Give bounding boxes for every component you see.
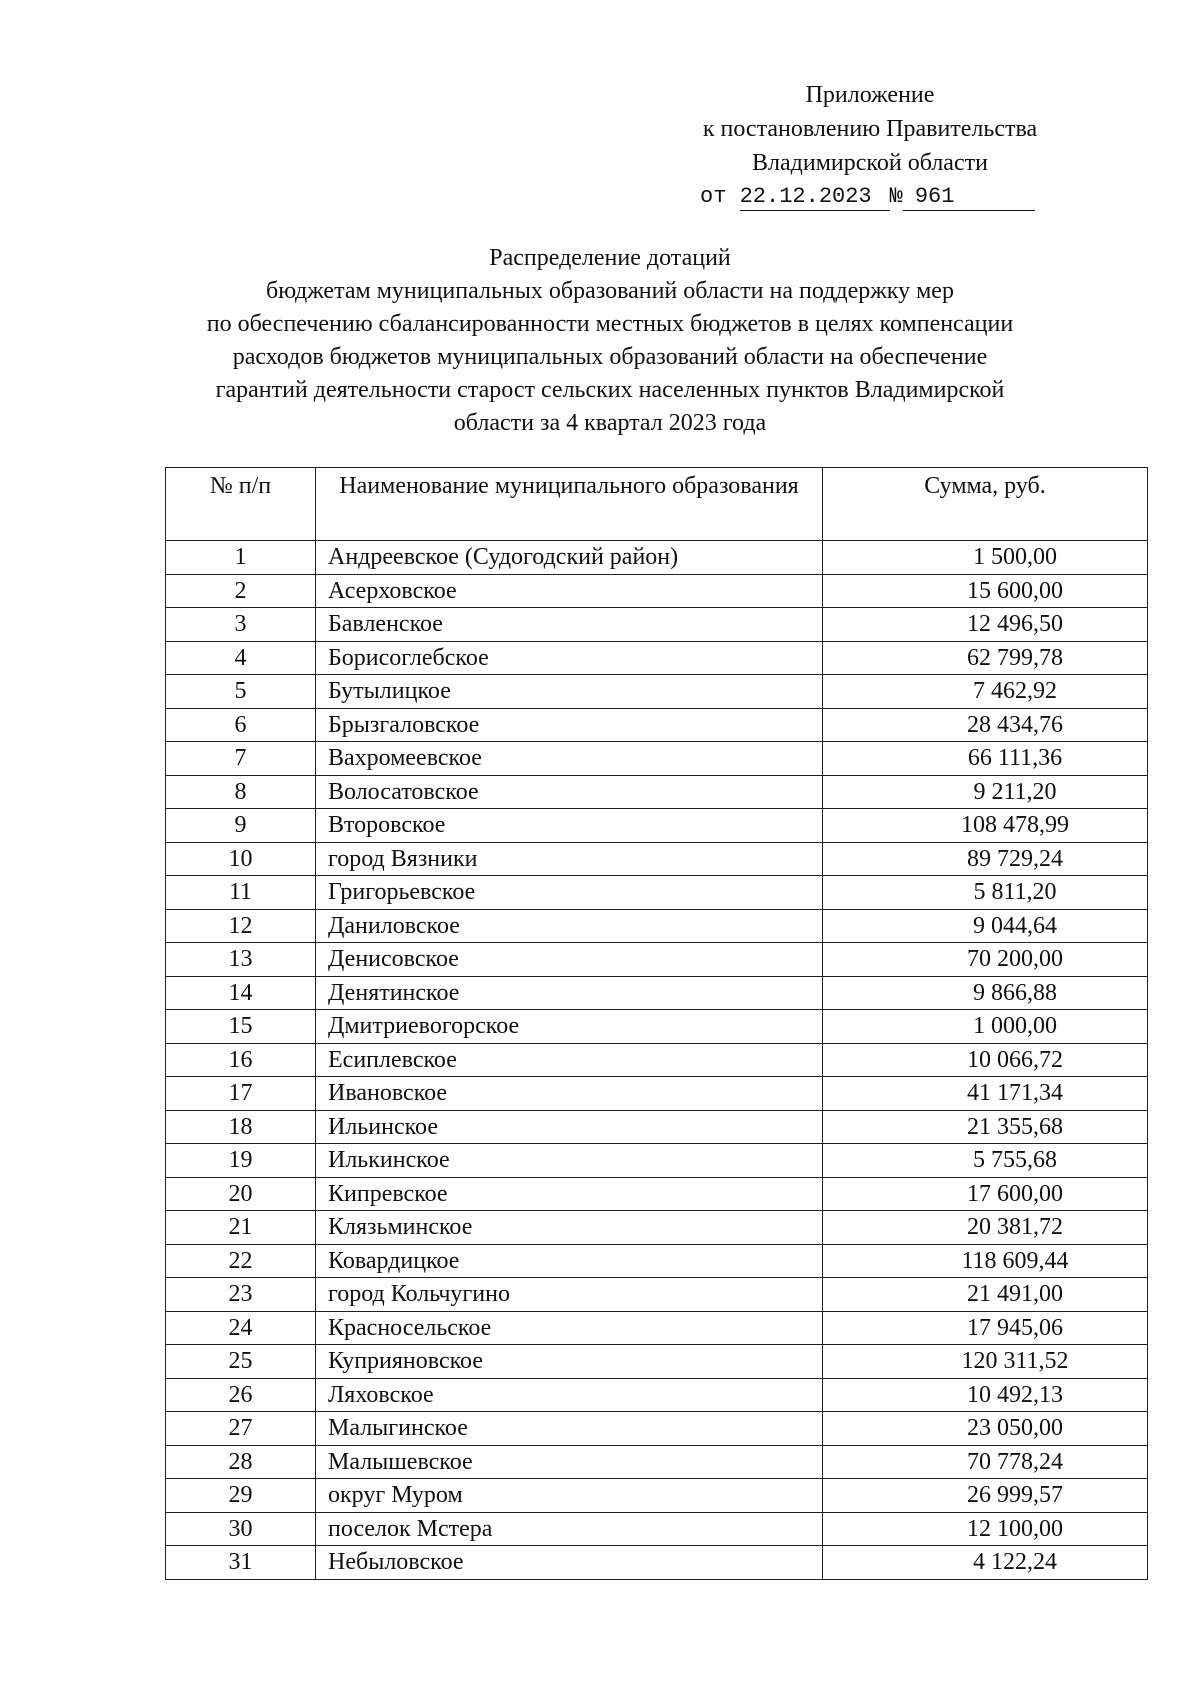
row-municipality-name: Волосатовское: [316, 775, 823, 809]
table-row: [166, 1211, 1148, 1245]
row-sum: 70 200,00: [823, 943, 1148, 977]
row-municipality-name: Денятинское: [316, 976, 823, 1010]
row-sum: 5 755,68: [823, 1144, 1148, 1178]
table-row: [166, 1077, 1148, 1111]
table-row: [166, 574, 1148, 608]
row-sum: 108 478,99: [823, 809, 1148, 843]
row-municipality-name: Дмитриевогорское: [316, 1010, 823, 1044]
row-number: 29: [166, 1479, 316, 1513]
table-row: [166, 1144, 1148, 1178]
decree-date: 22.12.2023: [740, 184, 890, 211]
row-sum: 1 000,00: [823, 1010, 1148, 1044]
row-number: 19: [166, 1144, 316, 1178]
row-sum: 12 496,50: [823, 608, 1148, 642]
row-municipality-name: город Кольчугино: [316, 1278, 823, 1312]
table-row: [166, 1378, 1148, 1412]
title-line: Распределение дотаций: [489, 245, 731, 271]
row-municipality-name: Вахромеевское: [316, 742, 823, 776]
title-line: по обеспечению сбалансированности местных бюджетов в целях компенсации: [206, 311, 1014, 337]
row-municipality-name: Малыгинское: [316, 1412, 823, 1446]
row-number: 5: [166, 675, 316, 709]
row-municipality-name: Илькинское: [316, 1144, 823, 1178]
row-municipality-name: Борисоглебское: [316, 641, 823, 675]
row-number: 20: [166, 1177, 316, 1211]
row-number: 12: [166, 909, 316, 943]
table-row: [166, 608, 1148, 642]
appendix-region: Владимирской области: [752, 150, 988, 176]
decree-number-label: №: [889, 184, 903, 209]
row-sum: 118 609,44: [823, 1244, 1148, 1278]
row-number: 8: [166, 775, 316, 809]
row-sum: 41 171,34: [823, 1077, 1148, 1111]
row-number: 25: [166, 1345, 316, 1379]
row-number: 11: [166, 876, 316, 910]
row-sum: 7 462,92: [823, 675, 1148, 709]
table-row: [166, 641, 1148, 675]
row-number: 15: [166, 1010, 316, 1044]
row-sum: 89 729,24: [823, 842, 1148, 876]
row-sum: 66 111,36: [823, 742, 1148, 776]
distribution-table: [165, 467, 1148, 1580]
table-row: [166, 1412, 1148, 1446]
row-number: 16: [166, 1043, 316, 1077]
row-sum: 9 044,64: [823, 909, 1148, 943]
row-number: 7: [166, 742, 316, 776]
row-sum: 21 355,68: [823, 1110, 1148, 1144]
row-municipality-name: Красносельское: [316, 1311, 823, 1345]
row-municipality-name: Денисовское: [316, 943, 823, 977]
row-number: 21: [166, 1211, 316, 1245]
row-municipality-name: поселок Мстера: [316, 1512, 823, 1546]
table-row: [166, 1177, 1148, 1211]
table-header-row: [166, 468, 1148, 541]
row-municipality-name: Даниловское: [316, 909, 823, 943]
row-number: 22: [166, 1244, 316, 1278]
row-sum: 21 491,00: [823, 1278, 1148, 1312]
row-sum: 70 778,24: [823, 1445, 1148, 1479]
decree-date-number: [700, 180, 1100, 214]
row-sum: 9 866,88: [823, 976, 1148, 1010]
table-row: [166, 909, 1148, 943]
row-sum: 23 050,00: [823, 1412, 1148, 1446]
table-row: [166, 742, 1148, 776]
table-row: [166, 1546, 1148, 1580]
row-municipality-name: Андреевское (Судогодский район): [316, 541, 823, 575]
row-number: 26: [166, 1378, 316, 1412]
table-row: [166, 775, 1148, 809]
row-number: 3: [166, 608, 316, 642]
header-sum: Сумма, руб.: [823, 468, 1148, 541]
title-line: бюджетам муниципальных образований области на поддержку мер: [266, 278, 954, 304]
row-municipality-name: Второвское: [316, 809, 823, 843]
table-row: [166, 541, 1148, 575]
header-number: № п/п: [166, 468, 316, 541]
table-row: [166, 1311, 1148, 1345]
row-municipality-name: Григорьевское: [316, 876, 823, 910]
row-sum: 62 799,78: [823, 641, 1148, 675]
header-municipality-name: Наименование муниципального образования: [316, 468, 823, 541]
table-row: [166, 1043, 1148, 1077]
row-number: 14: [166, 976, 316, 1010]
row-number: 2: [166, 574, 316, 608]
row-municipality-name: Бавленское: [316, 608, 823, 642]
appendix-decree-ref: к постановлению Правительства: [702, 116, 1038, 142]
row-number: 1: [166, 541, 316, 575]
row-number: 27: [166, 1412, 316, 1446]
title-line: расходов бюджетов муниципальных образований области на обеспечение: [232, 344, 988, 370]
row-municipality-name: Клязьминское: [316, 1211, 823, 1245]
title-line: гарантий деятельности старост сельских населенных пунктов Владимирской: [215, 377, 1005, 403]
table-row: [166, 976, 1148, 1010]
row-municipality-name: Куприяновское: [316, 1345, 823, 1379]
row-number: 24: [166, 1311, 316, 1345]
appendix-header: [640, 78, 1100, 214]
table-row: [166, 943, 1148, 977]
row-sum: 10 492,13: [823, 1378, 1148, 1412]
table-body: [166, 541, 1148, 1580]
row-number: 10: [166, 842, 316, 876]
row-municipality-name: Асерховское: [316, 574, 823, 608]
row-sum: 26 999,57: [823, 1479, 1148, 1513]
row-sum: 120 311,52: [823, 1345, 1148, 1379]
row-municipality-name: Кипревское: [316, 1177, 823, 1211]
row-number: 31: [166, 1546, 316, 1580]
row-municipality-name: Ковардицкое: [316, 1244, 823, 1278]
row-sum: 28 434,76: [823, 708, 1148, 742]
row-municipality-name: Есиплевское: [316, 1043, 823, 1077]
row-number: 6: [166, 708, 316, 742]
decree-from-label: от: [700, 184, 727, 209]
table-row: [166, 842, 1148, 876]
row-municipality-name: Малышевское: [316, 1445, 823, 1479]
row-sum: 12 100,00: [823, 1512, 1148, 1546]
row-number: 4: [166, 641, 316, 675]
row-number: 28: [166, 1445, 316, 1479]
row-municipality-name: Ляховское: [316, 1378, 823, 1412]
row-municipality-name: Ильинское: [316, 1110, 823, 1144]
row-number: 30: [166, 1512, 316, 1546]
table-row: [166, 1445, 1148, 1479]
row-sum: 10 066,72: [823, 1043, 1148, 1077]
row-number: 23: [166, 1278, 316, 1312]
decree-number: 961: [903, 184, 1035, 211]
table-row: [166, 1345, 1148, 1379]
row-municipality-name: Небыловское: [316, 1546, 823, 1580]
row-sum: 4 122,24: [823, 1546, 1148, 1580]
row-municipality-name: Ивановское: [316, 1077, 823, 1111]
table-row: [166, 708, 1148, 742]
table-row: [166, 1244, 1148, 1278]
row-sum: 17 600,00: [823, 1177, 1148, 1211]
row-number: 13: [166, 943, 316, 977]
table-row: [166, 809, 1148, 843]
title-line: области за 4 квартал 2023 года: [453, 410, 767, 436]
document-title: [120, 242, 1100, 440]
row-municipality-name: Бутылицкое: [316, 675, 823, 709]
table-row: [166, 1010, 1148, 1044]
table-row: [166, 1110, 1148, 1144]
table-row: [166, 1278, 1148, 1312]
row-sum: 17 945,06: [823, 1311, 1148, 1345]
row-sum: 20 381,72: [823, 1211, 1148, 1245]
table-row: [166, 675, 1148, 709]
table-row: [166, 876, 1148, 910]
appendix-title: Приложение: [805, 82, 935, 108]
table-row: [166, 1512, 1148, 1546]
table-row: [166, 1479, 1148, 1513]
row-municipality-name: Брызгаловское: [316, 708, 823, 742]
row-number: 9: [166, 809, 316, 843]
row-number: 17: [166, 1077, 316, 1111]
row-sum: 9 211,20: [823, 775, 1148, 809]
row-sum: 1 500,00: [823, 541, 1148, 575]
row-number: 18: [166, 1110, 316, 1144]
row-sum: 15 600,00: [823, 574, 1148, 608]
row-municipality-name: округ Муром: [316, 1479, 823, 1513]
row-municipality-name: город Вязники: [316, 842, 823, 876]
row-sum: 5 811,20: [823, 876, 1148, 910]
